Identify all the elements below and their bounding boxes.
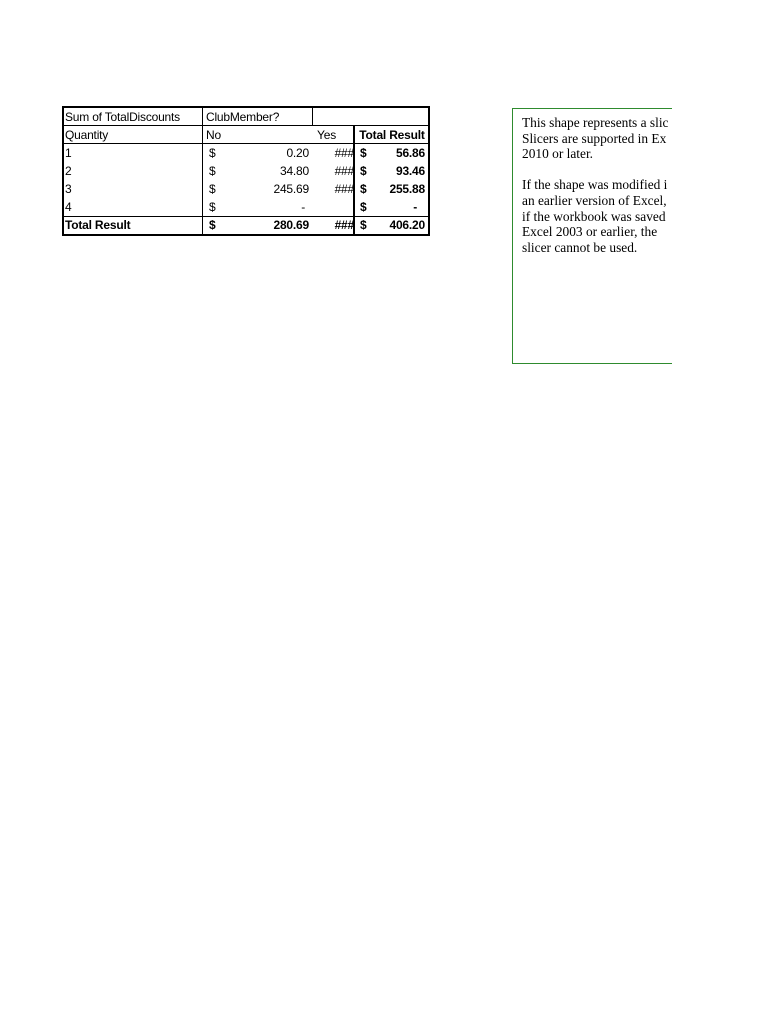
row-label[interactable]: 2 [65,164,72,178]
currency-symbol: $ [209,164,216,178]
total-row-label[interactable]: Total Result [65,218,131,232]
slicer-text-line: an earlier version of Excel, [522,192,667,208]
value-total[interactable]: 93.46 [395,164,425,178]
slicer-text-line: Excel 2003 or earlier, the [522,224,658,240]
total-value-no[interactable]: 280.69 [273,218,309,232]
value-no[interactable]: - [301,200,305,214]
column-header-no[interactable]: No [206,128,221,142]
column-header-yes[interactable]: Yes [317,128,336,142]
pivot-column-header-row [64,126,428,144]
table-row [64,144,428,162]
table-row [64,162,428,180]
total-value-yes[interactable]: ### [334,218,354,232]
slicer-text-line: Slicers are supported in Ex [522,130,667,146]
pivot-table [62,106,430,236]
currency-symbol: $ [209,182,216,196]
slicer-text-line: If the shape was modified i [522,177,668,193]
table-row [64,180,428,198]
value-no[interactable]: 34.80 [279,164,309,178]
slicer-text-line: This shape represents a slic [522,115,669,130]
currency-symbol: $ [209,218,216,232]
value-yes[interactable]: ### [334,164,354,178]
currency-symbol: $ [209,200,216,214]
currency-symbol: $ [360,200,367,214]
slicer-text-line: if the workbook was saved [522,208,666,224]
total-row [64,216,428,234]
currency-symbol: $ [360,182,367,196]
value-yes[interactable]: ### [334,182,354,196]
grand-total-value[interactable]: 406.20 [389,218,425,232]
pivot-data-field[interactable]: Sum of TotalDiscounts [65,110,180,124]
value-total[interactable]: 255.88 [389,182,425,196]
pivot-row-field[interactable]: Quantity [65,128,109,142]
currency-symbol: $ [209,146,216,160]
currency-symbol: $ [360,146,367,160]
value-total[interactable]: 56.86 [395,146,425,160]
currency-symbol: $ [360,218,367,232]
value-total[interactable]: - [413,200,417,214]
table-row [64,198,428,216]
slicer-text-line: slicer cannot be used. [522,239,638,255]
value-yes[interactable]: ### [334,146,354,160]
row-label[interactable]: 1 [65,146,72,160]
pivot-header-row [64,108,428,126]
value-yes[interactable] [312,198,354,216]
slicer-text-line: 2010 or later. [522,146,594,162]
slicer-placeholder-shape[interactable] [512,108,672,364]
pivot-column-field[interactable]: ClubMember? [206,110,280,124]
column-header-total[interactable]: Total Result [359,128,425,142]
row-label[interactable]: 4 [65,200,72,214]
value-no[interactable]: 245.69 [273,182,309,196]
value-no[interactable]: 0.20 [286,146,309,160]
row-label[interactable]: 3 [65,182,72,196]
currency-symbol: $ [360,164,367,178]
